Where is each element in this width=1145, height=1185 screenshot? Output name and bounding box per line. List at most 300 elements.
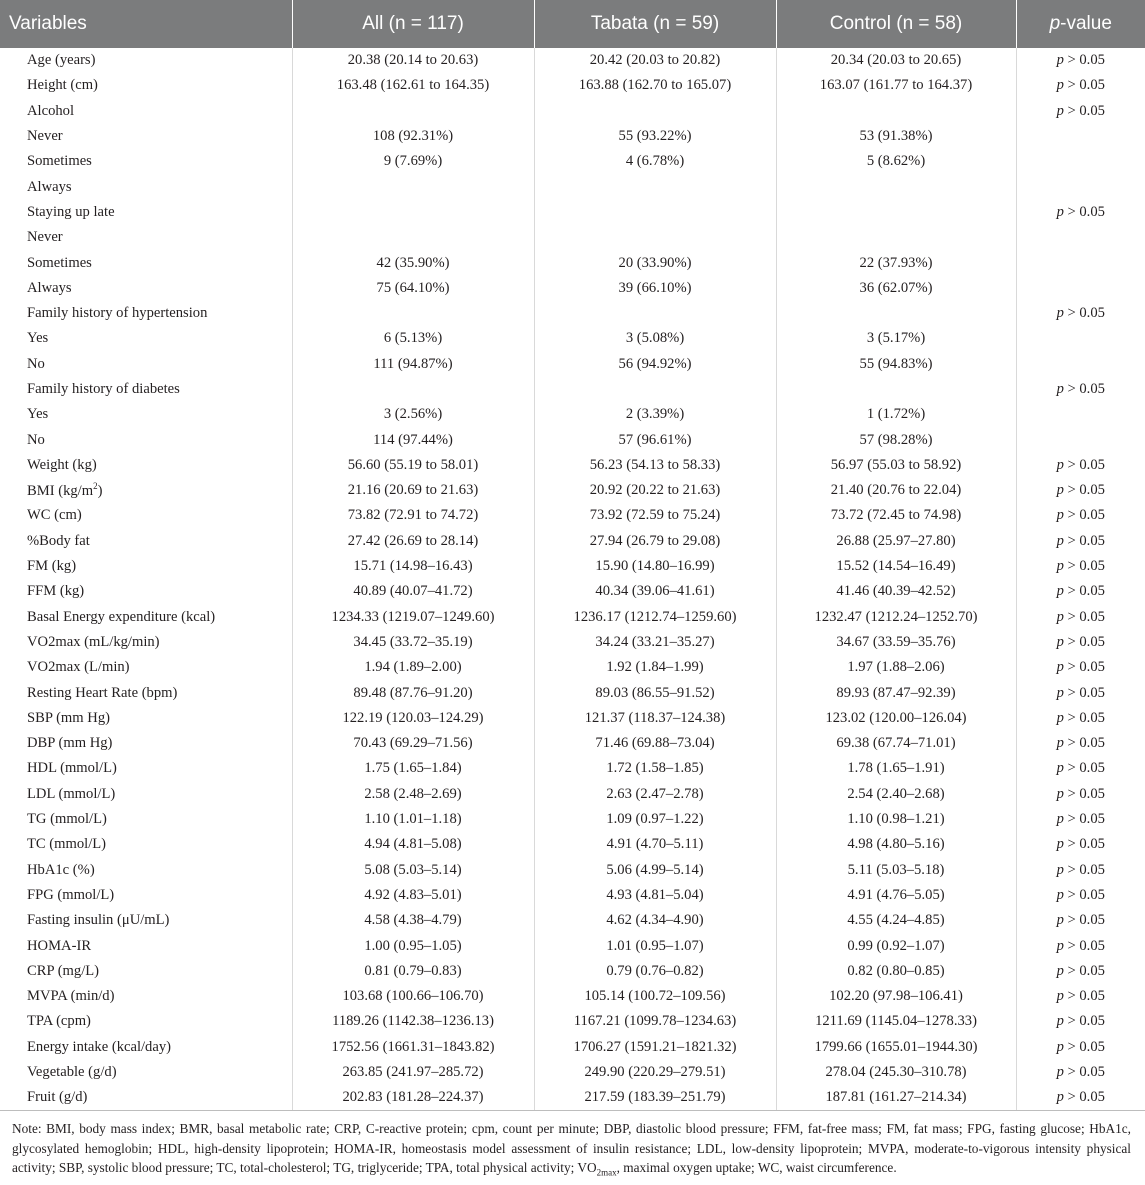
- p-value-cell: [1016, 706, 1145, 731]
- all-cell: 27.42 (26.69 to 28.14): [292, 529, 534, 554]
- p-threshold: > 0.05: [1063, 532, 1105, 549]
- table-row: [0, 326, 1145, 351]
- variable-cell: [0, 250, 292, 275]
- p-threshold: > 0.05: [1063, 912, 1105, 929]
- all-cell: [292, 99, 534, 124]
- variable-label: Never: [27, 128, 63, 145]
- all-cell: [292, 174, 534, 199]
- p-symbol: p: [1056, 381, 1064, 397]
- header-variables: Variables: [0, 0, 292, 48]
- p-value-cell: [1016, 807, 1145, 832]
- variable-cell: [0, 301, 292, 326]
- variable-label: Always: [27, 279, 72, 296]
- tabata-cell: 39 (66.10%): [534, 276, 776, 301]
- all-cell: 73.82 (72.91 to 74.72): [292, 503, 534, 528]
- tabata-cell: 5.06 (4.99–5.14): [534, 858, 776, 883]
- p-threshold: > 0.05: [1063, 760, 1105, 777]
- p-threshold: > 0.05: [1063, 709, 1105, 726]
- all-cell: 6 (5.13%): [292, 326, 534, 351]
- control-cell: [776, 301, 1016, 326]
- control-cell: 41.46 (40.39–42.52): [776, 579, 1016, 604]
- variable-cell: [0, 99, 292, 124]
- p-symbol: p: [1056, 633, 1064, 650]
- table-row: [0, 807, 1145, 832]
- tabata-cell: 4.62 (4.34–4.90): [534, 908, 776, 933]
- variable-cell: [0, 1060, 292, 1085]
- p-symbol: p: [1056, 811, 1064, 828]
- control-cell: 1211.69 (1145.04–1278.33): [776, 1009, 1016, 1034]
- tabata-cell: 34.24 (33.21–35.27): [534, 630, 776, 655]
- p-value-cell: [1016, 1009, 1145, 1034]
- p-symbol: p: [1056, 608, 1064, 625]
- tabata-cell: 0.79 (0.76–0.82): [534, 959, 776, 984]
- variable-label: FFM (kg): [27, 583, 85, 600]
- table-row: [0, 453, 1145, 478]
- p-value-cell: [1016, 200, 1145, 225]
- variable-label: Never: [27, 229, 63, 246]
- control-cell: 0.82 (0.80–0.85): [776, 959, 1016, 984]
- p-threshold: > 0.05: [1063, 1038, 1105, 1055]
- tabata-cell: 4.91 (4.70–5.11): [534, 832, 776, 857]
- tabata-cell: 1.01 (0.95–1.07): [534, 933, 776, 958]
- control-cell: 89.93 (87.47–92.39): [776, 680, 1016, 705]
- variable-cell: [0, 554, 292, 579]
- control-cell: 3 (5.17%): [776, 326, 1016, 351]
- variable-cell: [0, 908, 292, 933]
- all-cell: 75 (64.10%): [292, 276, 534, 301]
- control-cell: 187.81 (161.27–214.34): [776, 1085, 1016, 1111]
- p-value-cell: [1016, 301, 1145, 326]
- variable-cell: [0, 655, 292, 680]
- all-cell: 3 (2.56%): [292, 402, 534, 427]
- variable-cell: [0, 276, 292, 301]
- p-value-cell: [1016, 73, 1145, 98]
- all-cell: 56.60 (55.19 to 58.01): [292, 453, 534, 478]
- p-value-cell: [1016, 680, 1145, 705]
- p-threshold: > 0.05: [1063, 482, 1105, 499]
- control-cell: 15.52 (14.54–16.49): [776, 554, 1016, 579]
- table-row: [0, 149, 1145, 174]
- control-cell: 69.38 (67.74–71.01): [776, 731, 1016, 756]
- all-cell: 4.58 (4.38–4.79): [292, 908, 534, 933]
- p-symbol: p: [1056, 861, 1064, 878]
- control-cell: [776, 377, 1016, 402]
- tabata-cell: 57 (96.61%): [534, 427, 776, 452]
- p-threshold: > 0.05: [1063, 1013, 1105, 1030]
- p-value-cell: [1016, 402, 1145, 427]
- table-row: [0, 731, 1145, 756]
- p-threshold: > 0.05: [1063, 937, 1105, 954]
- variable-label: SBP (mm Hg): [27, 709, 110, 726]
- all-cell: [292, 377, 534, 402]
- table-row: [0, 48, 1145, 73]
- table-row: [0, 529, 1145, 554]
- variable-label: DBP (mm Hg): [27, 735, 113, 752]
- header-control: Control (n = 58): [776, 0, 1016, 48]
- p-symbol: p: [1056, 456, 1064, 473]
- all-cell: 15.71 (14.98–16.43): [292, 554, 534, 579]
- variable-cell: [0, 326, 292, 351]
- control-cell: 57 (98.28%): [776, 427, 1016, 452]
- variable-label: Yes: [27, 330, 49, 347]
- variable-label: Age (years): [27, 52, 96, 69]
- variable-cell: [0, 756, 292, 781]
- table-row: [0, 1060, 1145, 1085]
- p-value-cell: [1016, 174, 1145, 199]
- control-cell: 1 (1.72%): [776, 402, 1016, 427]
- control-cell: [776, 99, 1016, 124]
- tabata-cell: [534, 99, 776, 124]
- variable-label: FM (kg): [27, 558, 77, 575]
- all-cell: 108 (92.31%): [292, 124, 534, 149]
- control-cell: [776, 174, 1016, 199]
- control-cell: [776, 225, 1016, 250]
- tabata-cell: 71.46 (69.88–73.04): [534, 731, 776, 756]
- variable-cell: [0, 1085, 292, 1111]
- p-value-cell: [1016, 959, 1145, 984]
- variable-label: VO2max (L/min): [27, 659, 130, 676]
- variable-label: BMI (kg/m: [27, 483, 94, 500]
- tabata-cell: 4 (6.78%): [534, 149, 776, 174]
- all-cell: 1234.33 (1219.07–1249.60): [292, 605, 534, 630]
- variable-label: Staying up late: [27, 203, 115, 220]
- control-cell: 5 (8.62%): [776, 149, 1016, 174]
- tabata-cell: [534, 377, 776, 402]
- tabata-cell: [534, 174, 776, 199]
- all-cell: 1.10 (1.01–1.18): [292, 807, 534, 832]
- control-cell: 4.91 (4.76–5.05): [776, 883, 1016, 908]
- all-cell: 1752.56 (1661.31–1843.82): [292, 1035, 534, 1060]
- tabata-cell: 1167.21 (1099.78–1234.63): [534, 1009, 776, 1034]
- p-value-cell: [1016, 883, 1145, 908]
- table-row: [0, 655, 1145, 680]
- all-cell: 4.92 (4.83–5.01): [292, 883, 534, 908]
- p-symbol: p: [1056, 912, 1064, 929]
- p-value-cell: [1016, 832, 1145, 857]
- table-body: [0, 48, 1145, 1111]
- control-cell: 53 (91.38%): [776, 124, 1016, 149]
- p-value-cell: [1016, 984, 1145, 1009]
- p-threshold: > 0.05: [1063, 836, 1105, 853]
- table-row: [0, 858, 1145, 883]
- variable-cell: [0, 225, 292, 250]
- variable-label: Family history of hypertension: [27, 305, 208, 322]
- p-threshold: > 0.05: [1063, 52, 1105, 69]
- all-cell: 34.45 (33.72–35.19): [292, 630, 534, 655]
- all-cell: 89.48 (87.76–91.20): [292, 680, 534, 705]
- control-cell: 123.02 (120.00–126.04): [776, 706, 1016, 731]
- variable-label: FPG (mmol/L): [27, 886, 115, 903]
- table-row: [0, 503, 1145, 528]
- tabata-cell: 1.72 (1.58–1.85): [534, 756, 776, 781]
- tabata-cell: 2 (3.39%): [534, 402, 776, 427]
- all-cell: 40.89 (40.07–41.72): [292, 579, 534, 604]
- all-cell: [292, 225, 534, 250]
- table-row: [0, 984, 1145, 1009]
- variable-label: VO2max (mL/kg/min): [27, 633, 160, 650]
- header-row: [0, 0, 1145, 48]
- control-cell: [776, 200, 1016, 225]
- variable-label: Alcohol: [27, 102, 75, 119]
- p-symbol: p: [1056, 305, 1064, 322]
- p-threshold: > 0.05: [1063, 608, 1105, 625]
- control-cell: 36 (62.07%): [776, 276, 1016, 301]
- p-value-cell: [1016, 326, 1145, 351]
- p-symbol: p: [1056, 785, 1064, 802]
- variable-cell: [0, 453, 292, 478]
- p-symbol: p: [1056, 735, 1064, 752]
- tabata-cell: 105.14 (100.72–109.56): [534, 984, 776, 1009]
- variable-cell: [0, 959, 292, 984]
- table-row: [0, 756, 1145, 781]
- p-value-cell: [1016, 731, 1145, 756]
- table-row: [0, 832, 1145, 857]
- all-cell: 42 (35.90%): [292, 250, 534, 275]
- p-threshold: > 0.05: [1063, 1089, 1105, 1106]
- p-threshold: > 0.05: [1063, 659, 1105, 676]
- control-cell: 1232.47 (1212.24–1252.70): [776, 605, 1016, 630]
- variable-label: HOMA-IR: [27, 937, 92, 954]
- control-cell: 20.34 (20.03 to 20.65): [776, 48, 1016, 73]
- variable-label: Height (cm): [27, 77, 98, 94]
- tabata-cell: 249.90 (220.29–279.51): [534, 1060, 776, 1085]
- p-symbol: p: [1056, 583, 1064, 600]
- tabata-cell: [534, 200, 776, 225]
- tabata-cell: [534, 225, 776, 250]
- variable-label: Basal Energy expenditure (kcal): [27, 608, 216, 625]
- variable-label: Energy intake (kcal/day): [27, 1038, 171, 1055]
- table-row: [0, 933, 1145, 958]
- tabata-cell: [534, 301, 776, 326]
- variable-cell: [0, 782, 292, 807]
- note-text: Note: BMI, body mass index; BMR, basal metabolic rate; CRP, C-reactive protein; cpm, count per minute; DBP, diastolic blood pressure; FFM, fat-free mass; FM, fat mass; FPG, fasting glucose; HbA1c, glycosylated hemoglobin; HDL, high-density lipoprotein; HOMA-IR, homeostasis model assessment of insulin resistance; LDL, low-density lipoprotein; MVPA, moderate-to-vigorous intensity physical activity; SBP, systolic blood pressure; TC, total-cholesterol; TG, triglyceride; TPA, total physical activity; VO: [12, 1121, 1131, 1176]
- p-symbol: p: [1056, 1089, 1064, 1106]
- control-cell: 56.97 (55.03 to 58.92): [776, 453, 1016, 478]
- p-threshold: > 0.05: [1063, 102, 1105, 119]
- variable-label: HDL (mmol/L): [27, 760, 117, 777]
- variable-cell: [0, 503, 292, 528]
- p-value-cell: [1016, 352, 1145, 377]
- all-cell: 0.81 (0.79–0.83): [292, 959, 534, 984]
- p-symbol: p: [1056, 962, 1064, 979]
- variable-label: Resting Heart Rate (bpm): [27, 684, 178, 701]
- all-cell: 202.83 (181.28–224.37): [292, 1085, 534, 1111]
- p-symbol: p: [1056, 1038, 1064, 1055]
- variable-cell: [0, 883, 292, 908]
- p-threshold: > 0.05: [1063, 305, 1105, 322]
- variable-cell: [0, 174, 292, 199]
- table-row: [0, 908, 1145, 933]
- tabata-cell: 1.09 (0.97–1.22): [534, 807, 776, 832]
- variable-label: TPA (cpm): [27, 1013, 91, 1030]
- p-symbol: p: [1056, 760, 1064, 777]
- control-cell: 0.99 (0.92–1.07): [776, 933, 1016, 958]
- all-cell: 1.94 (1.89–2.00): [292, 655, 534, 680]
- tabata-cell: 56.23 (54.13 to 58.33): [534, 453, 776, 478]
- p-threshold: > 0.05: [1063, 886, 1105, 903]
- variable-cell: [0, 73, 292, 98]
- variable-cell: [0, 579, 292, 604]
- variable-label: Weight (kg): [27, 456, 97, 473]
- header-all: All (n = 117): [292, 0, 534, 48]
- tabata-cell: 217.59 (183.39–251.79): [534, 1085, 776, 1111]
- variable-cell: [0, 605, 292, 630]
- p-value-cell: [1016, 933, 1145, 958]
- control-cell: 34.67 (33.59–35.76): [776, 630, 1016, 655]
- variable-label: TC (mmol/L): [27, 836, 107, 853]
- control-cell: 4.98 (4.80–5.16): [776, 832, 1016, 857]
- variable-label: No: [27, 355, 45, 372]
- control-cell: 102.20 (97.98–106.41): [776, 984, 1016, 1009]
- p-value-cell: [1016, 529, 1145, 554]
- p-threshold: > 0.05: [1063, 1064, 1105, 1081]
- p-value-cell: [1016, 99, 1145, 124]
- control-cell: 1799.66 (1655.01–1944.30): [776, 1035, 1016, 1060]
- table-row: [0, 73, 1145, 98]
- p-symbol: p: [1056, 203, 1064, 220]
- tabata-cell: 1.92 (1.84–1.99): [534, 655, 776, 680]
- p-symbol: p: [1056, 1064, 1064, 1081]
- p-value-cell: [1016, 478, 1145, 503]
- tabata-cell: 2.63 (2.47–2.78): [534, 782, 776, 807]
- variable-cell: [0, 731, 292, 756]
- variable-label: Fruit (g/d): [27, 1089, 88, 1106]
- p-value-cell: [1016, 149, 1145, 174]
- tabata-cell: 163.88 (162.70 to 165.07): [534, 73, 776, 98]
- all-cell: 111 (94.87%): [292, 352, 534, 377]
- p-value-cell: [1016, 377, 1145, 402]
- table-row: [0, 1085, 1145, 1111]
- variable-cell: [0, 377, 292, 402]
- p-value-cell: [1016, 427, 1145, 452]
- variable-cell: [0, 124, 292, 149]
- control-cell: 278.04 (245.30–310.78): [776, 1060, 1016, 1085]
- p-threshold: > 0.05: [1063, 583, 1105, 600]
- control-cell: 163.07 (161.77 to 164.37): [776, 73, 1016, 98]
- all-cell: 2.58 (2.48–2.69): [292, 782, 534, 807]
- variable-label: Sometimes: [27, 153, 92, 170]
- all-cell: 263.85 (241.97–285.72): [292, 1060, 534, 1085]
- p-value-cell: [1016, 453, 1145, 478]
- table-row: [0, 276, 1145, 301]
- all-cell: 9 (7.69%): [292, 149, 534, 174]
- table-row: [0, 1009, 1145, 1034]
- table-row: [0, 630, 1145, 655]
- p-threshold: > 0.05: [1063, 735, 1105, 752]
- tabata-cell: 4.93 (4.81–5.04): [534, 883, 776, 908]
- p-threshold: > 0.05: [1063, 988, 1105, 1005]
- p-threshold: > 0.05: [1063, 861, 1105, 878]
- p-threshold: > 0.05: [1063, 507, 1105, 524]
- variable-label: Fasting insulin (μU/mL): [27, 912, 170, 929]
- variable-label: Vegetable (g/d): [27, 1064, 117, 1081]
- table-row: [0, 352, 1145, 377]
- note-tail: , maximal oxygen uptake; WC, waist circumference.: [616, 1160, 897, 1176]
- variable-label: CRP (mg/L): [27, 962, 100, 979]
- table-row: [0, 1035, 1145, 1060]
- tabata-cell: 20.42 (20.03 to 20.82): [534, 48, 776, 73]
- table-row: [0, 200, 1145, 225]
- all-cell: 1.00 (0.95–1.05): [292, 933, 534, 958]
- variable-label: MVPA (min/d): [27, 988, 115, 1005]
- p-value-cell: [1016, 756, 1145, 781]
- table-row: [0, 579, 1145, 604]
- p-value-cell: [1016, 630, 1145, 655]
- p-threshold: > 0.05: [1063, 381, 1105, 397]
- tabata-cell: 1706.27 (1591.21–1821.32): [534, 1035, 776, 1060]
- variable-cell: [0, 984, 292, 1009]
- tabata-cell: 121.37 (118.37–124.38): [534, 706, 776, 731]
- p-value-cell: [1016, 908, 1145, 933]
- control-cell: 5.11 (5.03–5.18): [776, 858, 1016, 883]
- table-row: [0, 377, 1145, 402]
- p-value-cell: [1016, 655, 1145, 680]
- p-value-cell: [1016, 124, 1145, 149]
- variable-cell: [0, 832, 292, 857]
- variable-cell: [0, 807, 292, 832]
- tabata-cell: 55 (93.22%): [534, 124, 776, 149]
- p-threshold: > 0.05: [1063, 811, 1105, 828]
- table-row: [0, 605, 1145, 630]
- all-cell: 20.38 (20.14 to 20.63): [292, 48, 534, 73]
- variable-label: Sometimes: [27, 254, 92, 271]
- all-cell: 21.16 (20.69 to 21.63): [292, 478, 534, 503]
- p-threshold: > 0.05: [1063, 633, 1105, 650]
- p-threshold: > 0.05: [1063, 203, 1105, 220]
- all-cell: [292, 200, 534, 225]
- variable-cell: [0, 478, 292, 503]
- p-symbol: p: [1056, 709, 1064, 726]
- p-value-cell: [1016, 1085, 1145, 1111]
- control-cell: 1.78 (1.65–1.91): [776, 756, 1016, 781]
- tabata-cell: 27.94 (26.79 to 29.08): [534, 529, 776, 554]
- p-value-cell: [1016, 1035, 1145, 1060]
- table-row: [0, 250, 1145, 275]
- control-cell: 73.72 (72.45 to 74.98): [776, 503, 1016, 528]
- p-threshold: > 0.05: [1063, 456, 1105, 473]
- p-value-cell: [1016, 48, 1145, 73]
- table-row: [0, 99, 1145, 124]
- p-symbol: p: [1056, 507, 1064, 524]
- control-cell: 21.40 (20.76 to 22.04): [776, 478, 1016, 503]
- table-row: [0, 883, 1145, 908]
- table-note: [0, 1111, 1145, 1183]
- variable-cell: [0, 1009, 292, 1034]
- p-threshold: > 0.05: [1063, 785, 1105, 802]
- p-threshold: > 0.05: [1063, 558, 1105, 575]
- variable-cell: [0, 352, 292, 377]
- variable-label: No: [27, 431, 45, 448]
- tabata-cell: 1236.17 (1212.74–1259.60): [534, 605, 776, 630]
- tabata-cell: 40.34 (39.06–41.61): [534, 579, 776, 604]
- header-p-suffix: -value: [1060, 13, 1112, 34]
- all-cell: 70.43 (69.29–71.56): [292, 731, 534, 756]
- table-row: [0, 782, 1145, 807]
- p-symbol: p: [1056, 102, 1064, 119]
- variable-cell: [0, 149, 292, 174]
- tabata-cell: 20 (33.90%): [534, 250, 776, 275]
- p-value-cell: [1016, 605, 1145, 630]
- tabata-cell: 20.92 (20.22 to 21.63): [534, 478, 776, 503]
- control-cell: 1.97 (1.88–2.06): [776, 655, 1016, 680]
- p-threshold: > 0.05: [1063, 962, 1105, 979]
- variable-cell: [0, 630, 292, 655]
- p-value-cell: [1016, 782, 1145, 807]
- p-symbol: p: [1056, 532, 1064, 549]
- variable-label: Yes: [27, 406, 49, 423]
- p-threshold: > 0.05: [1063, 684, 1105, 701]
- p-symbol: p: [1056, 886, 1064, 903]
